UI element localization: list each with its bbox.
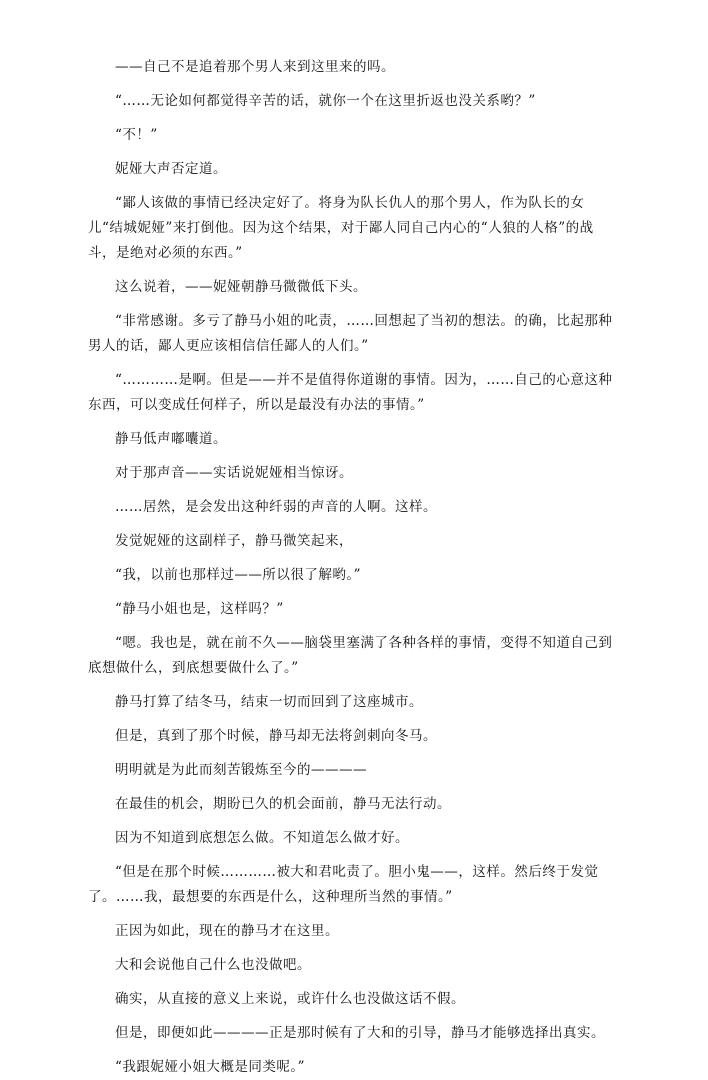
paragraph: 静马低声嘟囔道。 — [115, 431, 227, 447]
paragraph: 但是，真到了那个时候，静马却无法将剑刺向冬马。 — [115, 728, 437, 744]
paragraph: “静马小姐也是，这样吗？” — [115, 601, 284, 617]
paragraph: 在最佳的机会，期盼已久的机会面前，静马无法行动。 — [115, 796, 451, 812]
paragraph: 妮娅大声否定道。 — [115, 161, 227, 177]
paragraph: 静马打算了结冬马，结束一切而回到了这座城市。 — [115, 694, 423, 710]
paragraph: 大和会说他自己什么也没做吧。 — [115, 957, 311, 973]
paragraph: ——自己不是追着那个男人来到这里来的吗。 — [115, 59, 395, 75]
paragraph: “非常感谢。多亏了静马小姐的叱责，……回想起了当初的想法。的确，比起那种男人的话，鄙人更应该相信信任鄙人的人们。” — [88, 313, 613, 354]
paragraph: “但是在那个时候…………被大和君叱责了。胆小鬼——，这样。然后终于发觉了。……我，最想要的东西是什么，这种理所当然的事情。” — [88, 864, 599, 905]
paragraph: “我跟妮娅小姐大概是同类呢。” — [115, 1059, 306, 1075]
paragraph: 这么说着，——妮娅朝静马微微低下头。 — [115, 279, 367, 295]
paragraph: 正因为如此，现在的静马才在这里。 — [115, 923, 339, 939]
paragraph: 发觉妮娅的这副样子，静马微笑起来， — [115, 533, 353, 549]
paragraph: “鄙人该做的事情已经决定好了。将身为队长仇人的那个男人，作为队长的女儿“结城妮娅”来打倒他。因为这个结果，对于鄙人同自己内心的“人狼的人格”的战斗，是绝对必须的东西。” — [88, 195, 594, 261]
paragraph: 因为不知道到底想怎么做。不知道怎么做才好。 — [115, 830, 409, 846]
paragraph: “……无论如何都觉得辛苦的话，就你一个在这里折返也没关系哟？” — [115, 93, 536, 109]
paragraph: “嗯。我也是，就在前不久——脑袋里塞满了各种各样的事情，变得不知道自己到底想做什么，到底想要做什么了。” — [88, 635, 613, 676]
paragraph: 但是，即便如此————正是那时候有了大和的引导，静马才能够选择出真实。 — [115, 1025, 605, 1041]
paragraph: “我，以前也那样过——所以很了解哟。” — [115, 567, 362, 583]
paragraph: “不！” — [115, 127, 158, 143]
paragraph: ……居然，是会发出这种纤弱的声音的人啊。这样。 — [115, 499, 437, 515]
paragraph: 对于那声音——实话说妮娅相当惊讶。 — [115, 465, 353, 481]
paragraph: 明明就是为此而刻苦锻炼至今的———— — [115, 762, 367, 778]
paragraph: 确实，从直接的意义上来说，或许什么也没做这话不假。 — [115, 991, 465, 1007]
paragraph: “…………是啊。但是——并不是值得你道谢的事情。因为，……自己的心意这种东西，可以变成任何样子，所以是最没有办法的事情。” — [88, 372, 613, 413]
